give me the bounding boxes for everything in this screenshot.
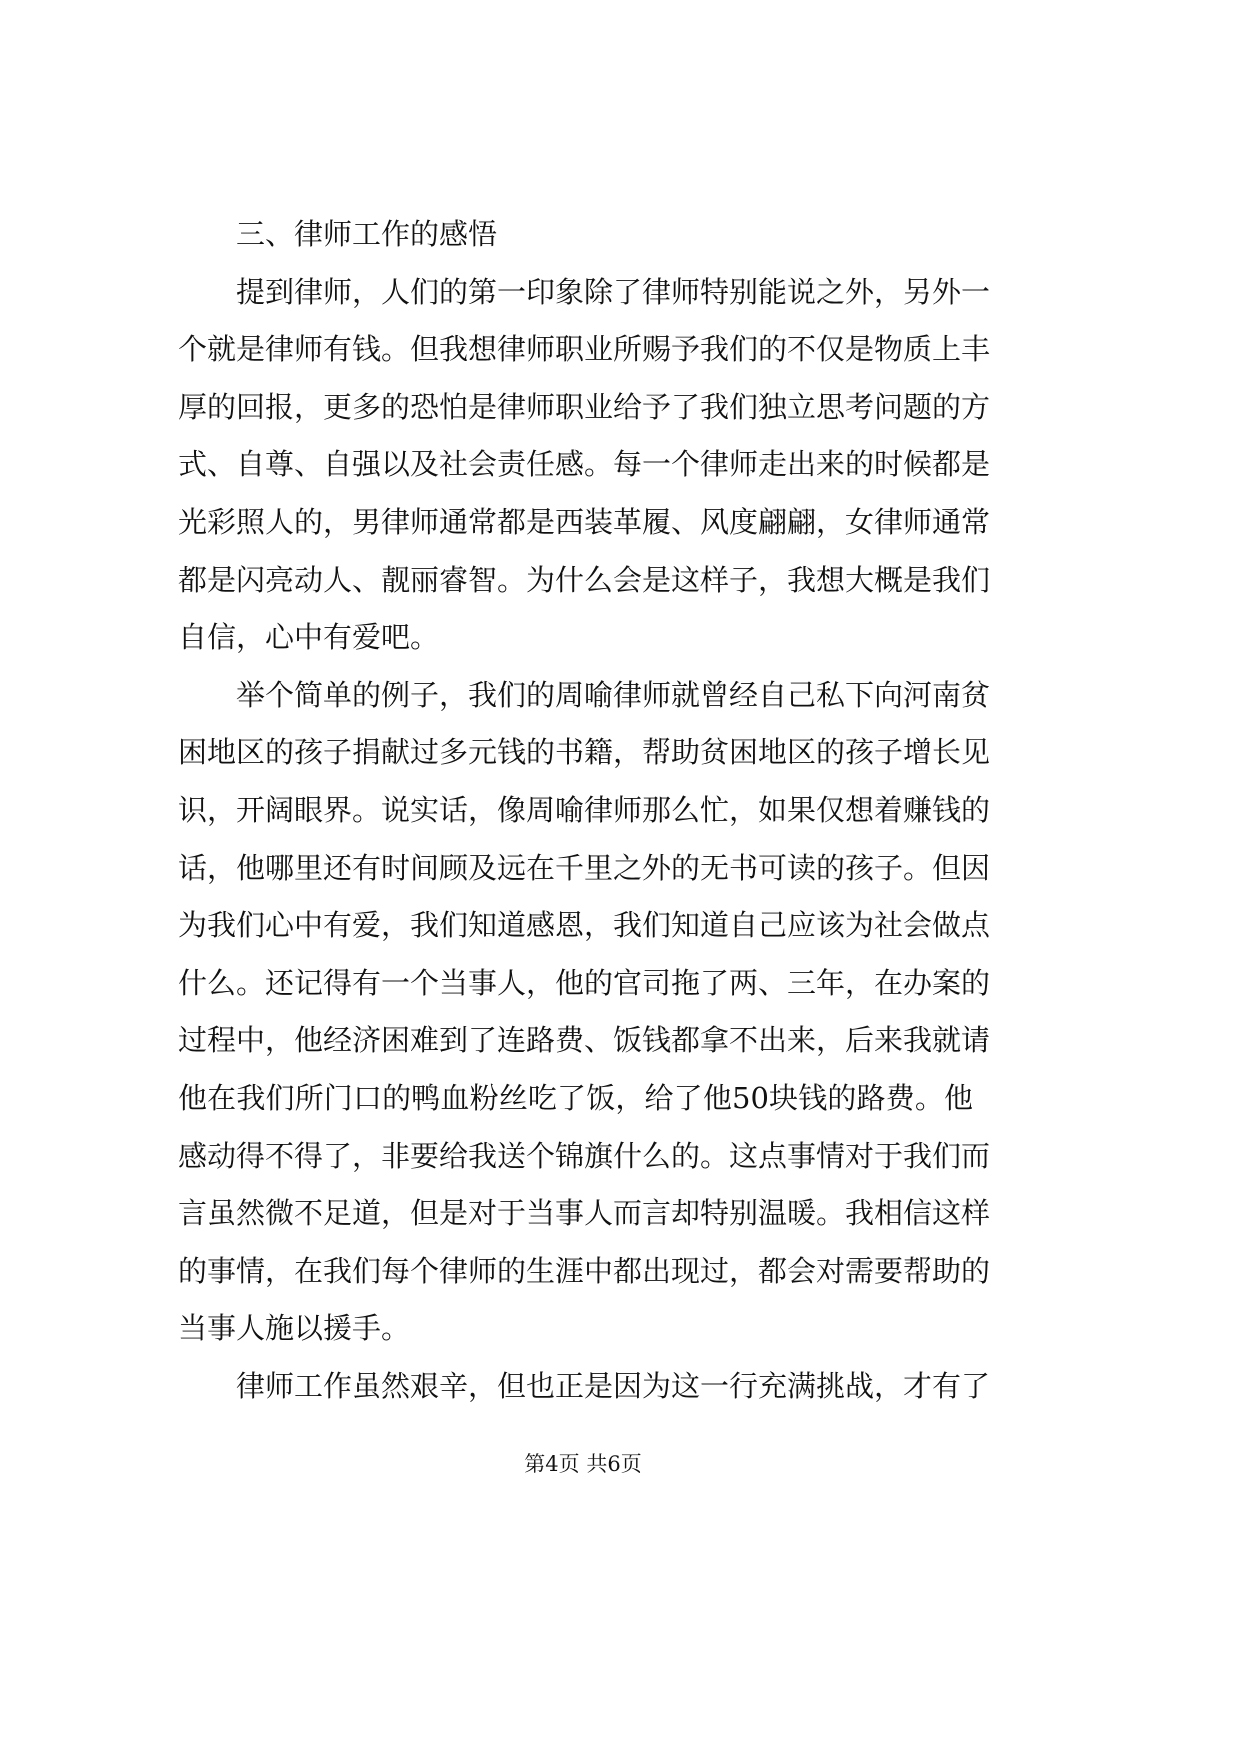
paragraph-line: 厚的回报，更多的恐怕是律师职业给予了我们独立思考问题的方 <box>178 389 991 424</box>
paragraph-line: 都是闪亮动人、靓丽睿智。为什么会是这样子，我想大概是我们 <box>178 562 991 597</box>
paragraph-line: 个就是律师有钱。但我想律师职业所赐予我们的不仅是物质上丰 <box>178 332 991 367</box>
paragraph-line: 提到律师，人们的第一印象除了律师特别能说之外，另外一 <box>236 274 991 309</box>
section-heading: 三、律师工作的感悟 <box>236 217 498 251</box>
paragraph-line: 识，开阔眼界。说实话，像周喻律师那么忙，如果仅想着赚钱的 <box>178 792 991 827</box>
paragraph-line: 话，他哪里还有时间顾及远在千里之外的无书可读的孩子。但因 <box>178 850 991 885</box>
paragraph-line: 过程中，他经济困难到了连路费、饭钱都拿不出来，后来我就请 <box>178 1023 991 1058</box>
paragraph <box>178 1358 991 1416</box>
paragraph-line: 举个简单的例子，我们的周喻律师就曾经自己私下向河南贫 <box>236 677 991 712</box>
paragraph-line: 光彩照人的，男律师通常都是西装革履、风度翩翩，女律师通常 <box>178 504 991 539</box>
paragraph-line: 言虽然微不足道，但是对于当事人而言却特别温暖。我相信这样 <box>178 1196 991 1231</box>
paragraph-line: 自信，心中有爱吧。 <box>178 620 440 655</box>
paragraph-line: 为我们心中有爱，我们知道感恩，我们知道自己应该为社会做点 <box>178 908 991 943</box>
paragraph-line: 什么。还记得有一个当事人，他的官司拖了两、三年，在办案的 <box>178 965 991 1000</box>
paragraph-line: 感动得不得了，非要给我送个锦旗什么的。这点事情对于我们而 <box>178 1138 991 1173</box>
page-footer: 第4页 共6页 <box>524 1452 642 1476</box>
body-text <box>178 264 991 1416</box>
paragraph-line: 律师工作虽然艰辛，但也正是因为这一行充满挑战，才有了 <box>236 1368 991 1403</box>
paragraph-line: 他在我们所门口的鸭血粉丝吃了饭，给了他50块钱的路费。他 <box>178 1080 973 1115</box>
paragraph-line: 当事人施以援手。 <box>178 1311 411 1346</box>
paragraph <box>178 264 991 667</box>
paragraph-line: 困地区的孩子捐献过多元钱的书籍，帮助贫困地区的孩子增长见 <box>178 735 991 770</box>
paragraph <box>178 667 991 1358</box>
paragraph-line: 的事情，在我们每个律师的生涯中都出现过，都会对需要帮助的 <box>178 1253 991 1288</box>
document-page <box>178 206 991 1415</box>
paragraph-line: 式、自尊、自强以及社会责任感。每一个律师走出来的时候都是 <box>178 447 991 482</box>
